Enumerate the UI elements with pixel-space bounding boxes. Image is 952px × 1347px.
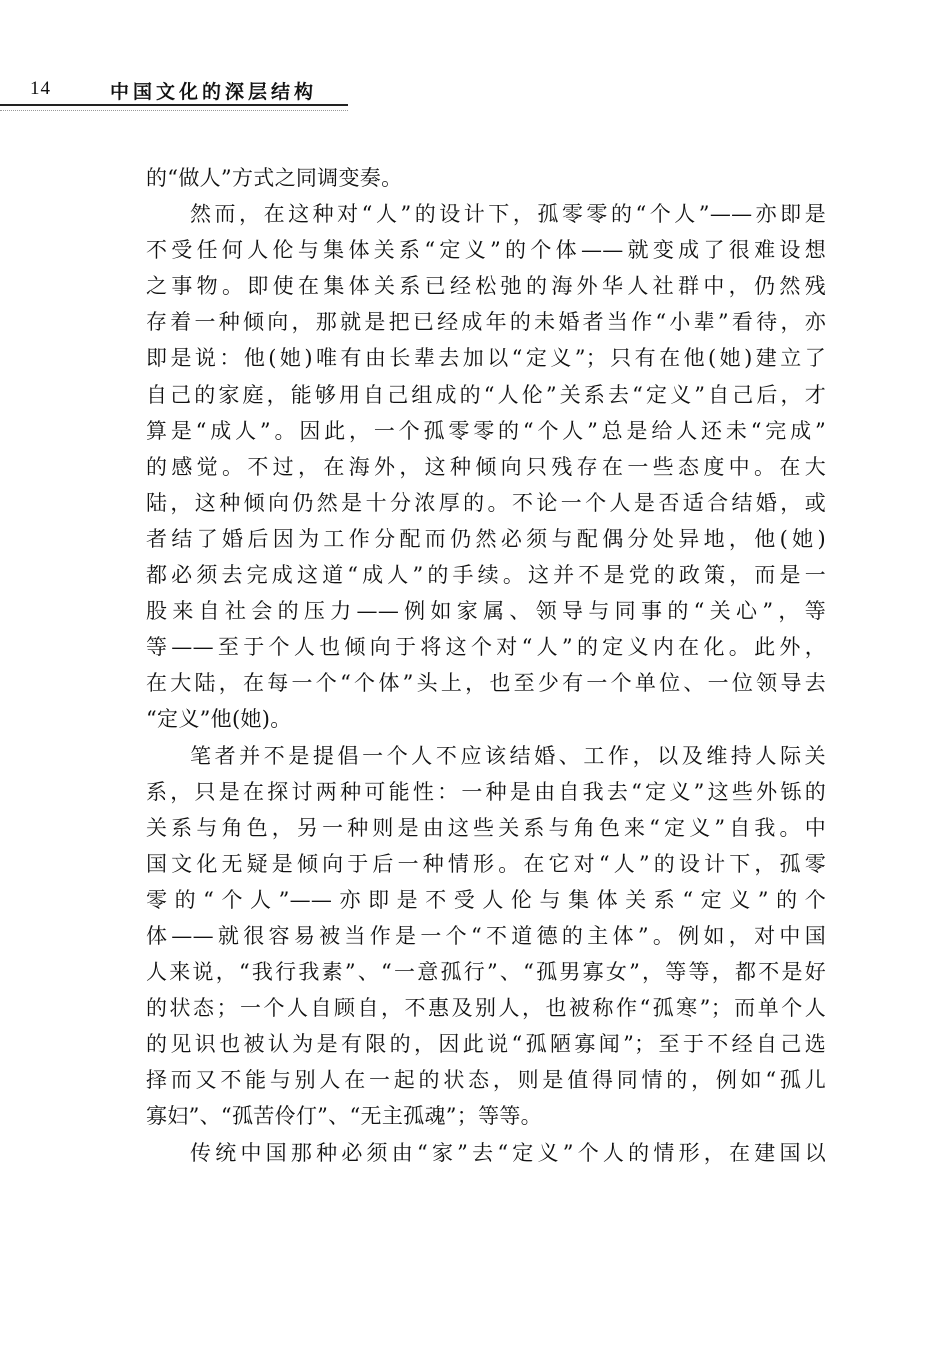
text-line: 然而，在这种对“人”的设计下，孤零零的“个人”——亦即是 bbox=[190, 202, 826, 227]
text-line: 择而又不能与别人在一起的状态，则是值得同情的，例如“孤儿 bbox=[146, 1068, 826, 1093]
text-line: 者结了婚后因为工作分配而仍然必须与配偶分处异地，他(她) bbox=[146, 526, 826, 551]
running-title: 中国文化的深层结构 bbox=[110, 81, 318, 103]
text-line: 不受任何人伦与集体关系“定义”的个体——就变成了很难设想 bbox=[146, 238, 826, 263]
text-line: 传统中国那种必须由“家”去“定义”个人的情形，在建国以 bbox=[190, 1140, 826, 1165]
text-line: 体——就很容易被当作是一个“不道德的主体”。例如，对中国 bbox=[146, 923, 826, 948]
text-line: 股来自社会的压力——例如家属、领导与同事的“关心”，等 bbox=[146, 599, 826, 624]
header-rule-secondary bbox=[0, 110, 348, 111]
text-line: 笔者并不是提倡一个人不应该结婚、工作，以及维持人际关 bbox=[190, 743, 826, 768]
text-line: 的感觉。不过，在海外，这种倾向只残存在一些态度中。在大 bbox=[146, 454, 826, 479]
text-line: 在大陆，在每一个“个体”头上，也至少有一个单位、一位领导去 bbox=[146, 671, 826, 696]
text-line: 的“做人”方式之同调变奏。 bbox=[146, 166, 403, 190]
text-line: 等——至于个人也倾向于将这个对“人”的定义内在化。此外， bbox=[146, 635, 826, 660]
text-line: 零的“个人”——亦即是不受人伦与集体关系“定义”的个 bbox=[146, 887, 826, 912]
text-line: 存着一种倾向，那就是把已经成年的未婚者当作“小辈”看待，亦 bbox=[146, 310, 826, 335]
body-text bbox=[146, 160, 826, 1171]
text-line: 自己的家庭，能够用自己组成的“人伦”关系去“定义”自己后，才 bbox=[146, 382, 826, 407]
text-line: 即是说：他(她)唯有由长辈去加以“定义”；只有在他(她)建立了 bbox=[146, 346, 826, 371]
text-line: 的见识也被认为是有限的，因此说“孤陋寡闻”；至于不经自己选 bbox=[146, 1032, 826, 1057]
page-number: 14 bbox=[30, 78, 51, 99]
text-line: 国文化无疑是倾向于后一种情形。在它对“人”的设计下，孤零 bbox=[146, 851, 826, 876]
text-line: 的状态；一个人自顾自，不惠及别人，也被称作“孤寒”；而单个人 bbox=[146, 996, 826, 1021]
text-line: 系，只是在探讨两种可能性：一种是由自我去“定义”这些外铄的 bbox=[146, 779, 826, 804]
text-line: 都必须去完成这道“成人”的手续。这并不是党的政策，而是一 bbox=[146, 563, 826, 588]
text-line: 之事物。即使在集体关系已经松弛的海外华人社群中，仍然残 bbox=[146, 274, 826, 299]
text-line: 陆，这种倾向仍然是十分浓厚的。不论一个人是否适合结婚，或 bbox=[146, 490, 826, 515]
text-line: 关系与角色，另一种则是由这些关系与角色来“定义”自我。中 bbox=[146, 815, 826, 840]
text-line: 算是“成人”。因此，一个孤零零的“个人”总是给人还未“完成” bbox=[146, 418, 826, 443]
text-line: 人来说，“我行我素”、“一意孤行”、“孤男寡女”，等等，都不是好 bbox=[146, 960, 826, 985]
text-line: 寡妇”、“孤苦伶仃”、“无主孤魂”；等等。 bbox=[146, 1104, 542, 1129]
header-rule bbox=[0, 104, 348, 106]
text-line: “定义”他(她)。 bbox=[146, 707, 292, 732]
